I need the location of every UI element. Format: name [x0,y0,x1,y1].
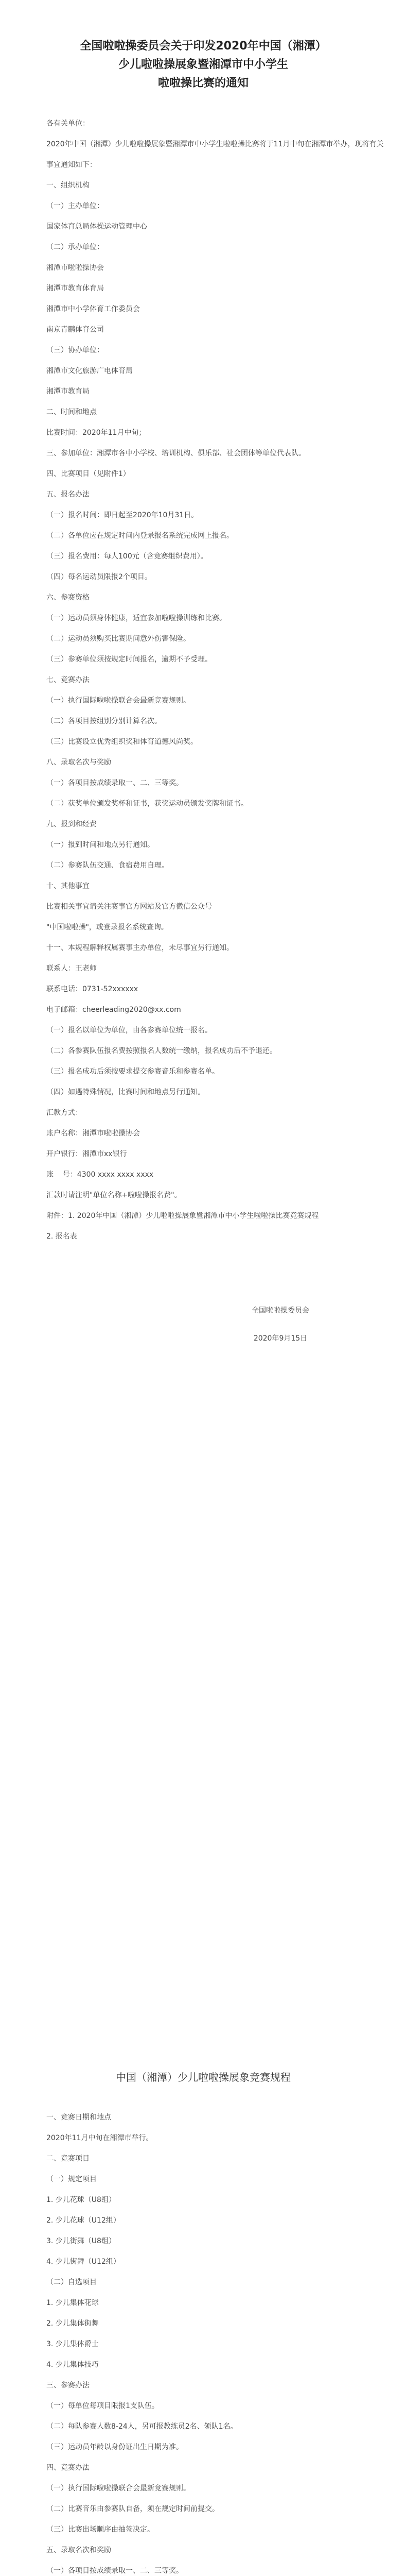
paragraph: 汇款方式： [46,1109,82,1117]
paragraph: "中国啦啦操"，或登录报名系统查询。 [46,923,168,931]
paragraph: （一）各项目按成绩录取一、二、三等奖。 [46,2567,183,2575]
paragraph: （二）每队参赛人数8-24人，另可报教练员2名、领队1名。 [46,2422,238,2431]
paragraph: 账户名称：湘潭市啦啦操协会 [46,1129,140,1138]
paragraph: （一）执行国际啦啦操联合会最新竞赛规则。 [46,697,190,705]
paragraph: 2020年11月中旬在湘潭市举行。 [46,2134,153,2142]
paragraph: 九、报到和经费 [46,820,97,828]
paragraph: （一）各项目按成绩录取一、二、三等奖。 [46,779,183,787]
paragraph: （三）比赛出场顺序由抽签决定。 [46,2526,154,2534]
paragraph: （三）比赛设立优秀组织奖和体育道德风尚奖。 [46,738,198,746]
paragraph: 南京青鹏体育公司 [46,326,104,334]
paragraph: 联系人：王老师 [46,964,97,973]
paragraph: 湘潭市教育局 [46,387,90,396]
paragraph: （一）规定项目 [46,2175,97,2183]
paragraph: 2. 报名表 [46,1232,77,1241]
paragraph: 七、竞赛办法 [46,676,90,684]
paragraph: 1. 少儿集体花球 [46,2299,99,2307]
paragraph: （二）比赛音乐由参赛队自备，须在规定时间前提交。 [46,2505,219,2513]
paragraph: 十一、本规程解释权属赛事主办单位，未尽事宜另行通知。 [46,944,234,952]
paragraph: 3. 少儿街舞（U8组） [46,2237,116,2245]
paragraph: （一）执行国际啦啦操联合会最新竞赛规则。 [46,2484,190,2493]
paragraph: 2. 少儿集体街舞 [46,2319,99,2328]
notice-title [17,37,389,93]
paragraph: 3. 少儿集体爵士 [46,2340,99,2348]
paragraph: （二）各项目按组别分别计算名次。 [46,717,162,725]
paragraph: 2020年中国（湘潭）少儿啦啦操展象暨湘潭市中小学生啦啦操比赛将于11月中旬在湘潭市举办，现将有关事宜通知如下： [46,140,384,169]
paragraph: （三）运动员年龄以身份证出生日期为准。 [46,2443,183,2451]
regulation-title: 中国（湘潭）少儿啦啦操展象竞赛规程 [116,2071,291,2083]
paragraph: （一）每单位每项目限报1支队伍。 [46,2402,159,2410]
paragraph: 湘潭市教育体育局 [46,284,104,293]
paragraph: （二）参赛队伍交通、食宿费用自理。 [46,861,169,870]
paragraph: （三）协办单位： [46,346,104,354]
sign-org: 全国啦啦操委员会 [252,1307,309,1315]
paragraph: 比赛时间：2020年11月中旬； [46,429,146,437]
paragraph: （二）各参赛队伍报名费按照报名人数统一缴纳，报名成功后不予退还。 [46,1047,277,1055]
paragraph: （二）运动员须购买比赛期间意外伤害保险。 [46,635,190,643]
paragraph: 各有关单位： [46,120,90,128]
paragraph: 一、竞赛日期和地点 [46,2113,111,2122]
paragraph: （一）主办单位： [46,202,104,210]
paragraph: （二）获奖单位颁发奖杯和证书，获奖运动员颁发奖牌和证书。 [46,800,248,808]
paragraph: 三、参赛办法 [46,2381,90,2389]
paragraph: 4. 少儿街舞（U12组） [46,2258,120,2266]
paragraph: 汇款时请注明"单位名称+啦啦操报名费"。 [46,1191,182,1199]
paragraph: （一）报名以单位为单位，由各参赛单位统一报名。 [46,1026,212,1035]
paragraph: （四）每名运动员限报2个项目。 [46,573,152,581]
paragraph: 五、录取名次和奖励 [46,2546,111,2554]
paragraph: 三、参加单位：湘潭市各中小学校、培训机构、俱乐部、社会团体等单位代表队。 [46,449,306,457]
paragraph: 二、时间和地点 [46,408,97,416]
paragraph: 八、录取名次与奖励 [46,758,111,767]
paragraph: 账 号：4300 xxxx xxxx xxxx [46,1171,154,1179]
paragraph: （一）报名时间：即日起至2020年10月31日。 [46,511,199,519]
paragraph: 4. 少儿集体技巧 [46,2361,99,2369]
paragraph: （二）各单位应在规定时间内登录报名系统完成网上报名。 [46,532,234,540]
sign-date: 2020年9月15日 [253,1334,308,1343]
paragraph: 一、组织机构 [46,181,90,190]
paragraph: 国家体育总局体操运动管理中心 [46,223,147,231]
paragraph: （一）报到时间和地点另行通知。 [46,841,154,849]
paragraph: 湘潭市中小学体育工作委员会 [46,305,140,313]
regulation-body [17,2107,389,2576]
paragraph: 附件：1. 2020年中国（湘潭）少儿啦啦操展象暨湘潭市中小学生啦啦操比赛竞赛规程 [46,1212,319,1220]
regulation-document [17,2068,389,2576]
paragraph: 电子邮箱：cheerleading2020@xx.com [46,1006,181,1014]
paragraph: 六、参赛资格 [46,594,90,602]
paragraph: 1. 少儿花球（U8组） [46,2196,116,2204]
paragraph: 二、竞赛项目 [46,2155,90,2163]
paragraph: （一）运动员须身体健康，适宜参加啦啦操训练和比赛。 [46,614,226,622]
notice-document [17,4,389,1356]
notice-title-line-1: 全国啦啦操委员会关于印发2020年中国（湘潭） [80,40,327,53]
paragraph: （二）承办单位： [46,243,104,251]
paragraph: 开户银行：湘潭市xx银行 [46,1150,127,1158]
paragraph: 四、竞赛办法 [46,2464,90,2472]
paragraph: （三）报名费用：每人100元（含竞赛组织费用）。 [46,552,208,561]
notice-title-line-3: 啦啦操比赛的通知 [157,77,249,90]
paragraph: 五、报名办法 [46,490,90,499]
notice-title-line-2: 少儿啦啦操展象暨湘潭市中小学生 [118,58,288,71]
paragraph: （四）如遇特殊情况，比赛时间和地点另行通知。 [46,1088,205,1096]
paragraph: 湘潭市文化旅游广电体育局 [46,367,133,375]
paragraph: 四、比赛项目（见附件1） [46,470,130,478]
paragraph: 湘潭市啦啦操协会 [46,264,104,272]
paragraph: （二）自选项目 [46,2278,97,2286]
paragraph: （三）报名成功后须按要求提交参赛音乐和参赛名单。 [46,1067,219,1076]
paragraph: 比赛相关事宜请关注赛事官方网站及官方微信公众号 [46,903,212,911]
notice-body [17,113,389,1247]
paragraph: 联系电话：0731-52xxxxxx [46,985,138,993]
paragraph: 十、其他事宜 [46,882,90,890]
paragraph: （三）参赛单位须按规定时间报名，逾期不予受理。 [46,655,212,664]
paragraph: 2. 少儿花球（U12组） [46,2216,120,2225]
